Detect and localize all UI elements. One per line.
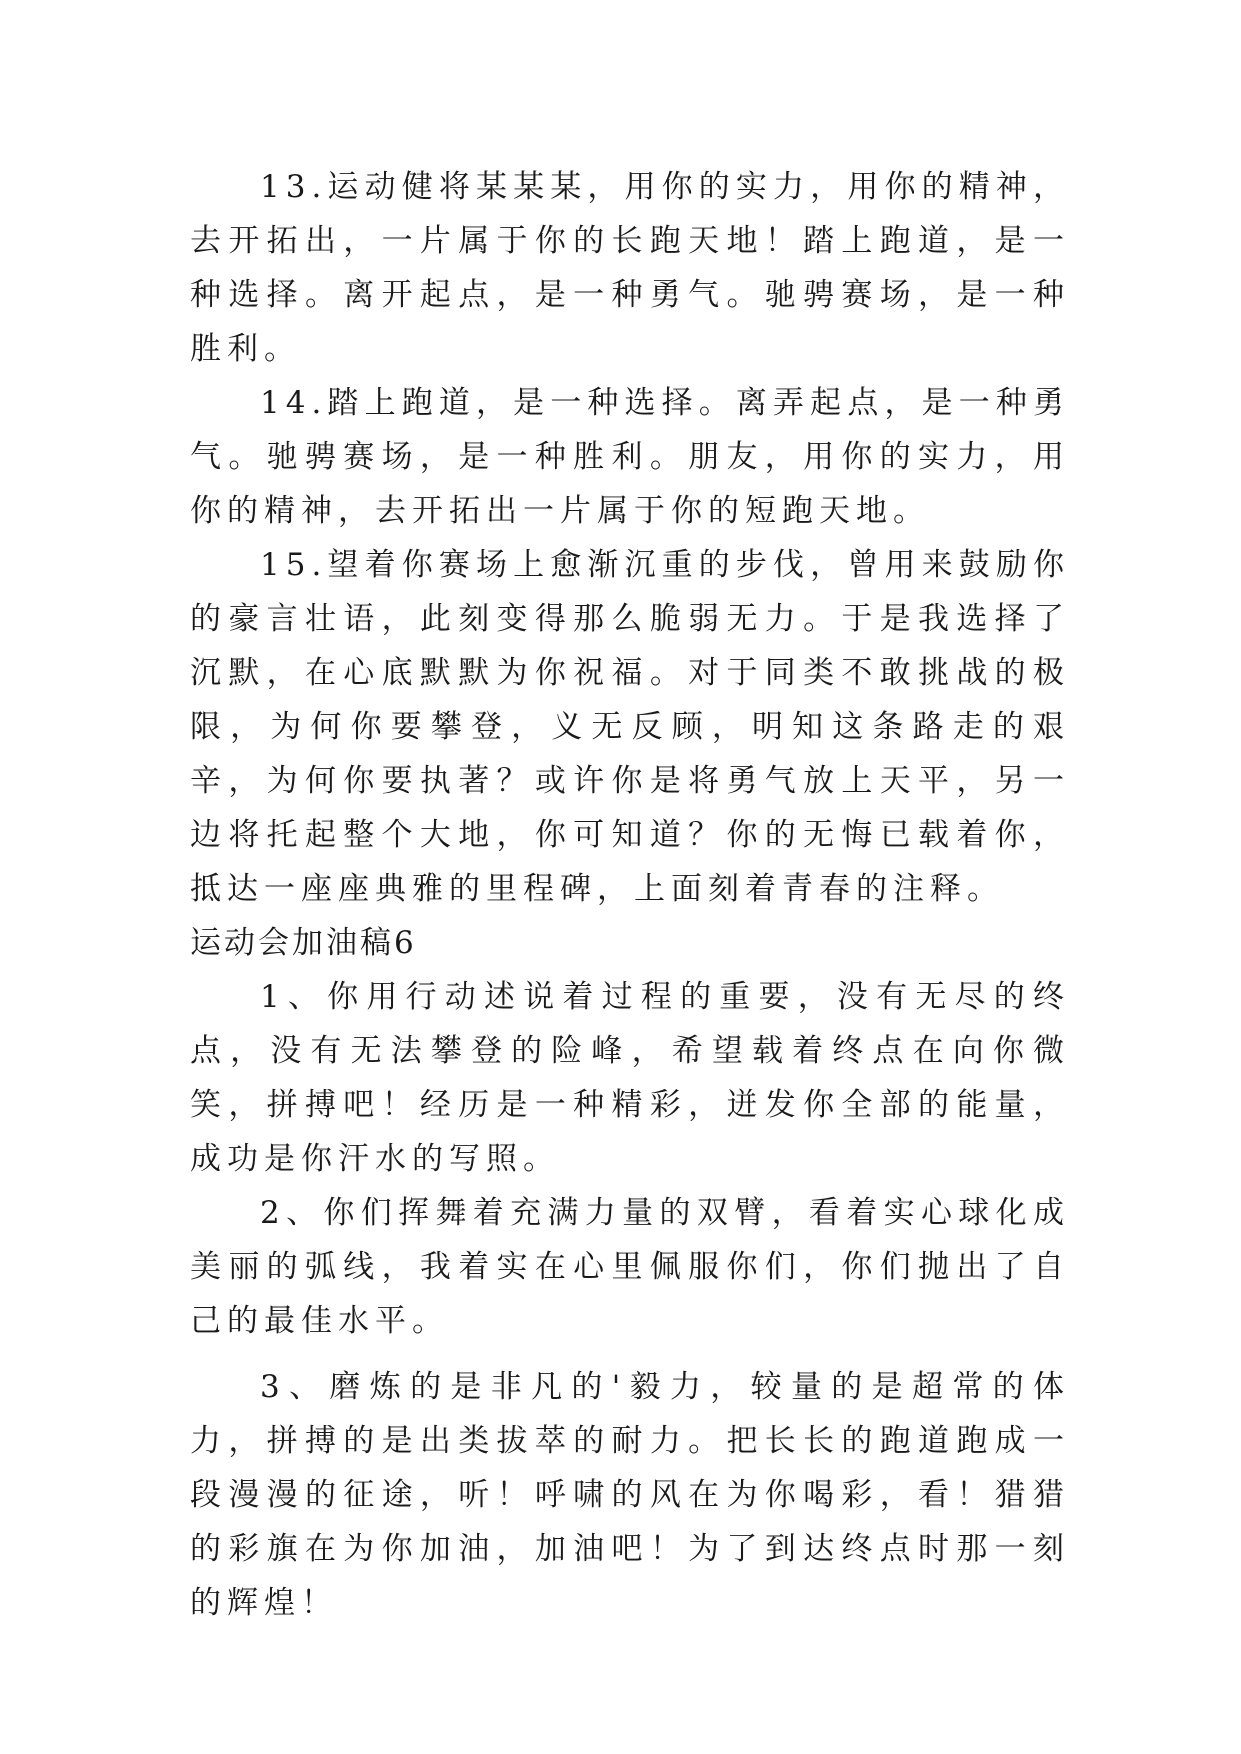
paragraph-2: 2、你们挥舞着充满力量的双臂，看着实心球化成美丽的弧线，我着实在心里佩服你们，你们抛出了自己的最佳水平。 [190,1195,1070,1339]
paragraph-1: 1、你用行动述说着过程的重要，没有无尽的终点，没有无法攀登的险峰，希望载着终点在向你微笑，拼搏吧！经历是一种精彩，迸发你全部的能量，成功是你汗水的写照。 [190,979,1070,1177]
paragraph-15: 15.望着你赛场上愈渐沉重的步伐，曾用来鼓励你的豪言壮语，此刻变得那么脆弱无力。于是我选择了沉默，在心底默默为你祝福。对于同类不敢挑战的极限，为何你要攀登，义无反顾，明知这条路走的艰辛，为何你要执著？或许你是将勇气放上天平，另一边将托起整个大地，你可知道？你的无悔已载着你，抵达一座座典雅的里程碑，上面刻着青春的注释。 [190,547,1070,907]
paragraph-14: 14.踏上跑道，是一种选择。离弄起点，是一种勇气。驰骋赛场，是一种胜利。朋友，用你的实力，用你的精神，去开拓出一片属于你的短跑天地。 [190,385,1070,529]
paragraph-13: 13.运动健将某某某，用你的实力，用你的精神，去开拓出，一片属于你的长跑天地！踏上跑道，是一种选择。离开起点，是一种勇气。驰骋赛场，是一种胜利。 [190,169,1070,367]
section-heading: 运动会加油稿6 [190,925,417,961]
document-body [190,160,1070,1630]
paragraph-3: 3、磨炼的是非凡的'毅力，较量的是超常的体力，拼搏的是出类拔萃的耐力。把长长的跑道跑成一段漫漫的征途，听！呼啸的风在为你喝彩，看！猎猎的彩旗在为你加油，加油吧！为了到达终点时那一刻的辉煌！ [190,1369,1070,1621]
